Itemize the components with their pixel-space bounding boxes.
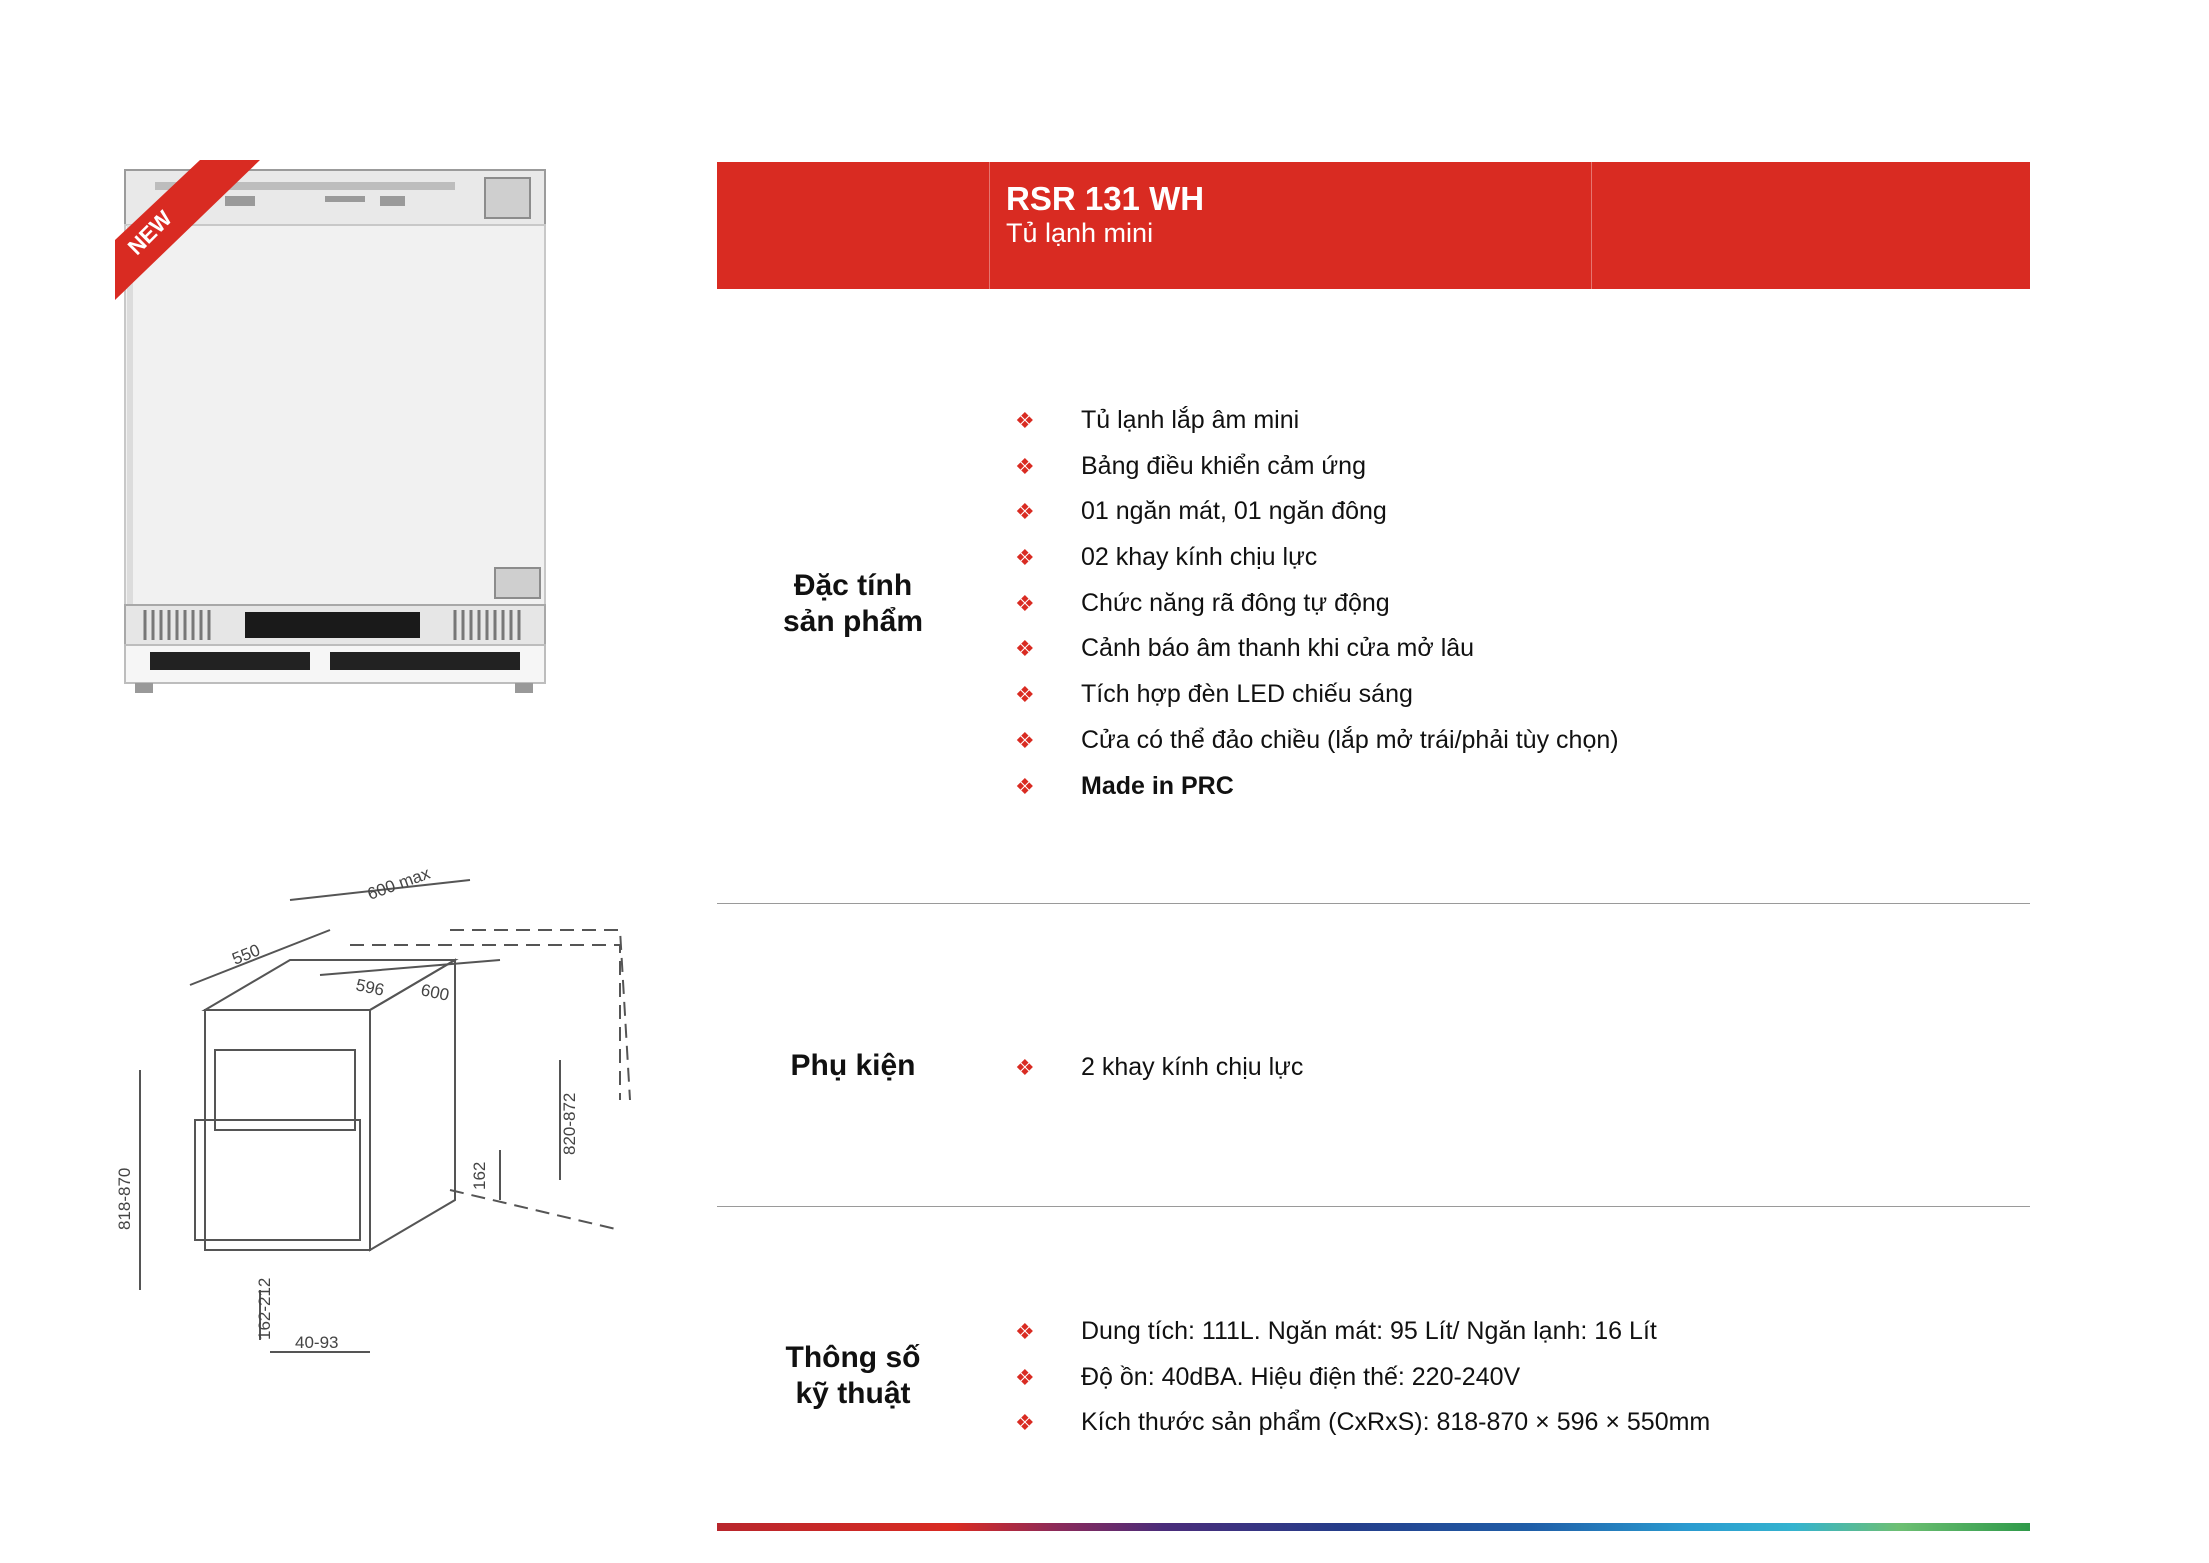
list-item-text: Cảnh báo âm thanh khi cửa mở lâu	[1081, 634, 1475, 663]
features-label-line2: sản phẩm	[782, 605, 924, 638]
list-item-text: Độ ồn: 40dBA. Hiệu điện thế: 220-240V	[1081, 1362, 1521, 1391]
section-label-specs	[718, 1340, 988, 1412]
label-162: 162	[470, 1161, 489, 1190]
label-600: 600	[419, 980, 451, 1005]
bullet-icon: ❖	[1015, 728, 1035, 754]
section-divider	[717, 903, 2030, 904]
label-818-870: 818-870	[115, 1167, 134, 1230]
label-600max: 600 max	[364, 863, 433, 904]
label-40-93: 40-93	[295, 1333, 339, 1352]
new-badge: NEW	[122, 205, 177, 260]
list-item-text: Tích hợp đèn LED chiếu sáng	[1081, 680, 1413, 709]
list-item-text: Dung tích: 111L. Ngăn mát: 95 Lít/ Ngăn lạnh: 16 Lít	[1081, 1317, 1657, 1345]
features-label-line1: Đặc tính	[793, 569, 913, 602]
section-label-features	[718, 568, 988, 640]
list-item-text: Bảng điều khiển cảm ứng	[1081, 451, 1366, 480]
bullet-icon: ❖	[1015, 637, 1035, 663]
list-item-text: Tủ lạnh lắp âm mini	[1081, 406, 1300, 434]
bullet-icon: ❖	[1015, 546, 1035, 572]
bullet-icon: ❖	[1015, 774, 1035, 800]
product-photo	[115, 160, 555, 700]
bullet-icon: ❖	[1015, 1056, 1035, 1081]
list-item-text: Made in PRC	[1081, 771, 1234, 800]
header-divider	[989, 162, 990, 289]
header-divider	[1591, 162, 1592, 289]
section-label-accessories: Phụ kiện	[790, 1049, 916, 1082]
bullet-icon: ❖	[1015, 591, 1035, 617]
label-820-872: 820-872	[560, 1092, 579, 1155]
label-550: 550	[229, 940, 263, 969]
list-item-text: Cửa có thể đảo chiều (lắp mở trái/phải tùy chọn)	[1081, 725, 1619, 754]
bullet-icon: ❖	[1015, 1320, 1035, 1345]
bullet-icon: ❖	[1015, 683, 1035, 709]
list-item-text: Kích thước sản phẩm (CxRxS): 818-870 × 596 × 550mm	[1081, 1408, 1711, 1437]
list-item-text: 2 khay kính chịu lực	[1081, 1053, 1304, 1081]
bullet-icon: ❖	[1015, 500, 1035, 526]
dimension-drawing	[115, 863, 640, 1370]
header-band	[717, 162, 2030, 289]
label-596: 596	[354, 975, 386, 1000]
specs-label-line1: Thông số	[785, 1341, 921, 1374]
section-divider	[717, 1206, 2030, 1207]
model-name: RSR 131 WH	[1006, 180, 1205, 217]
list-item-text: 01 ngăn mát, 01 ngăn đông	[1081, 497, 1387, 526]
label-162-212: 162-212	[255, 1277, 274, 1340]
bullet-icon: ❖	[1015, 454, 1035, 480]
list-item-text: 02 khay kính chịu lực	[1081, 543, 1318, 572]
bullet-icon: ❖	[1015, 409, 1035, 434]
bullet-icon: ❖	[1015, 1411, 1035, 1437]
bullet-icon: ❖	[1015, 1365, 1035, 1391]
specs-label-line2: kỹ thuật	[795, 1377, 911, 1410]
footer-color-stripe	[717, 1523, 2030, 1531]
product-type: Tủ lạnh mini	[1006, 218, 1154, 248]
list-item-text: Chức năng rã đông tự động	[1081, 588, 1390, 617]
